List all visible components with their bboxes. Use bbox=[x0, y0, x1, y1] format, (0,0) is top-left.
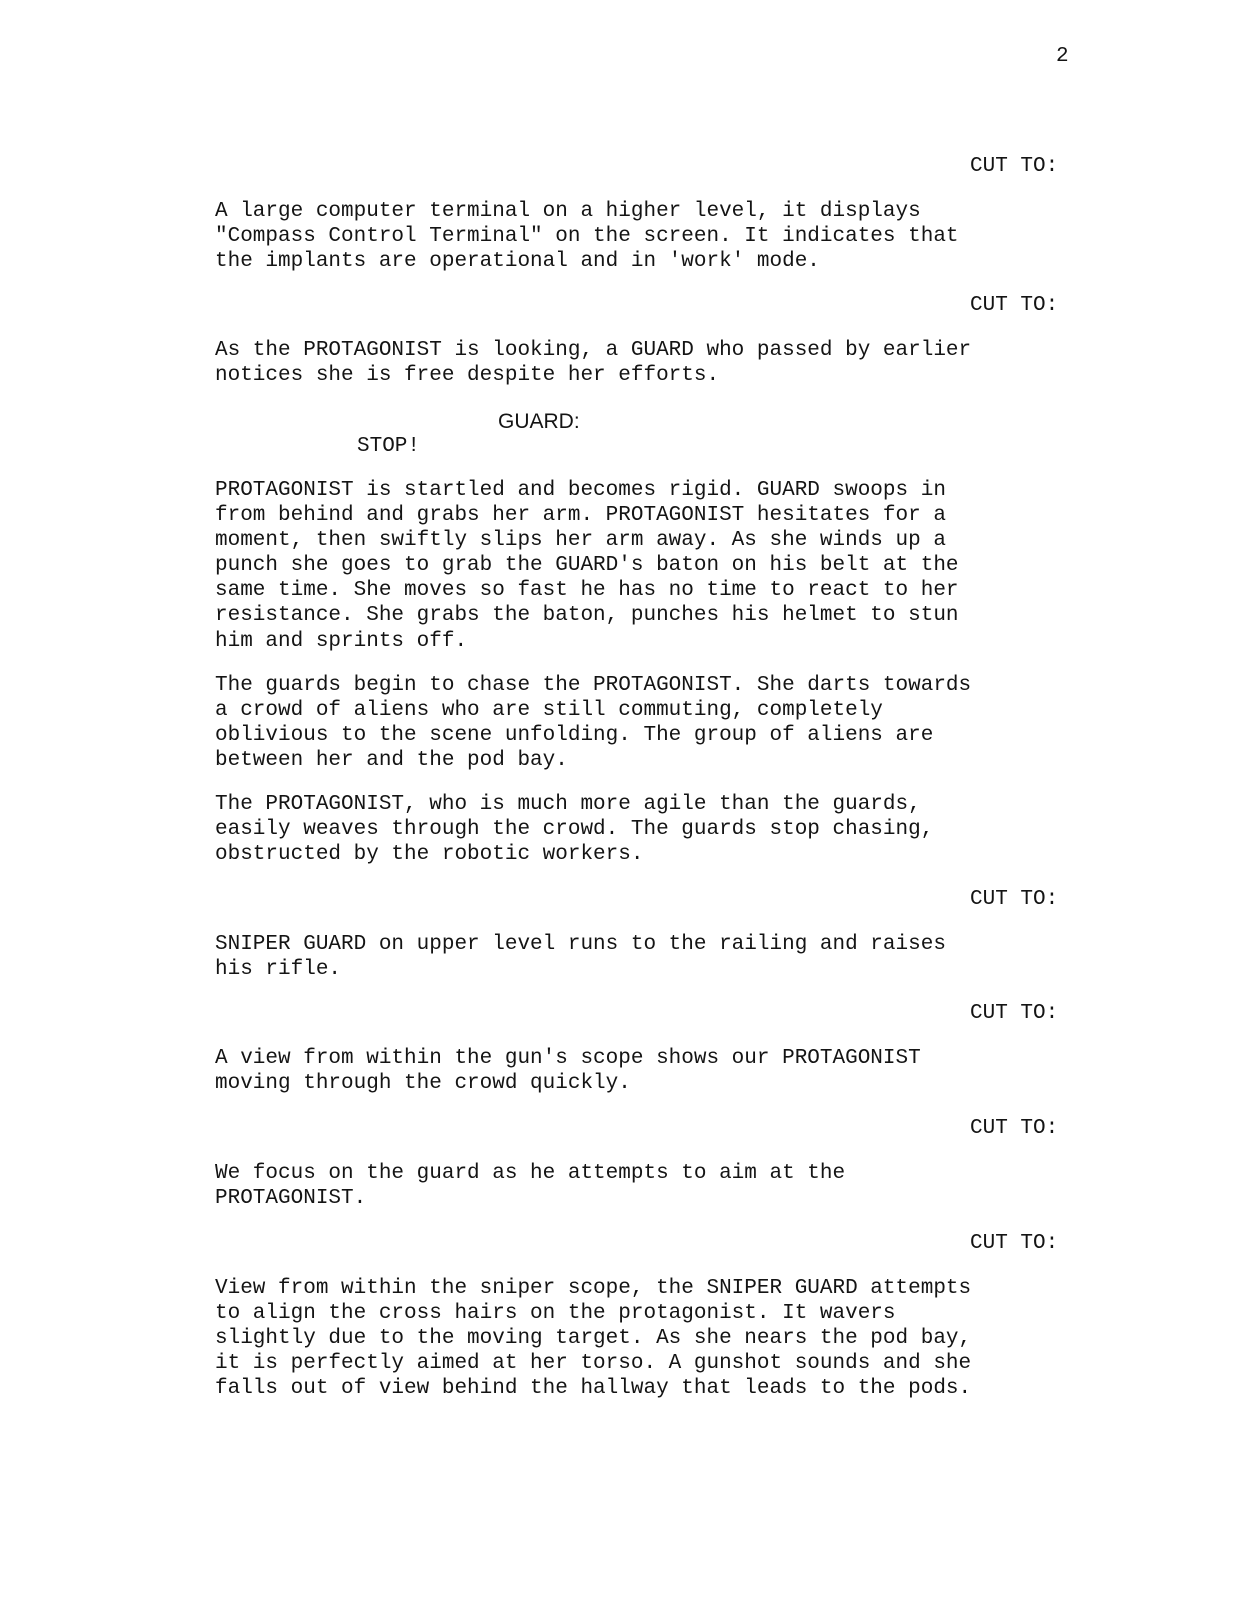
action-paragraph: As the PROTAGONIST is looking, a GUARD who passed by earlier notices she is free despite her efforts. bbox=[215, 339, 972, 388]
character-name: GUARD: bbox=[498, 410, 580, 433]
dialogue-line: STOP! bbox=[357, 435, 421, 458]
action-paragraph: View from within the sniper scope, the SNIPER GUARD attempts to align the cross hairs on the protagonist. It wavers slightly due to the moving target. As she nears the pod bay, it is perfectly aimed at her torso. A gunshot sounds and she falls out of view behind the hallway that leads to the pods. bbox=[215, 1277, 972, 1401]
transition-cut-to: CUT TO: bbox=[970, 888, 1059, 911]
action-paragraph: A large computer terminal on a higher level, it displays "Compass Control Terminal" on the screen. It indicates that the implants are operational and in 'work' mode. bbox=[215, 200, 959, 274]
page-number: 2 bbox=[1056, 45, 1069, 68]
action-paragraph: We focus on the guard as he attempts to aim at the PROTAGONIST. bbox=[215, 1162, 846, 1211]
action-paragraph: SNIPER GUARD on upper level runs to the railing and raises his rifle. bbox=[215, 933, 946, 982]
action-paragraph: PROTAGONIST is startled and becomes rigid. GUARD swoops in from behind and grabs her arm. PROTAGONIST hesitates for a moment, then swiftly slips her arm away. As she winds up a punch she goes to grab the GUARD's baton on his belt at the same time. She moves so fast he has no time to react to her resistance. She grabs the baton, punches his helmet to stun him and sprints off. bbox=[215, 479, 959, 653]
transition-cut-to: CUT TO: bbox=[970, 155, 1059, 178]
transition-cut-to: CUT TO: bbox=[970, 294, 1059, 317]
transition-cut-to: CUT TO: bbox=[970, 1002, 1059, 1025]
action-paragraph: The guards begin to chase the PROTAGONIST. She darts towards a crowd of aliens who are still commuting, completely oblivious to the scene unfolding. The group of aliens are between her and the pod bay. bbox=[215, 674, 972, 773]
action-paragraph: The PROTAGONIST, who is much more agile than the guards, easily weaves through the crowd. The guards stop chasing, obstructed by the robotic workers. bbox=[215, 793, 934, 867]
transition-cut-to: CUT TO: bbox=[970, 1232, 1059, 1255]
action-paragraph: A view from within the gun's scope shows our PROTAGONIST moving through the crowd quickly. bbox=[215, 1047, 921, 1096]
transition-cut-to: CUT TO: bbox=[970, 1117, 1059, 1140]
